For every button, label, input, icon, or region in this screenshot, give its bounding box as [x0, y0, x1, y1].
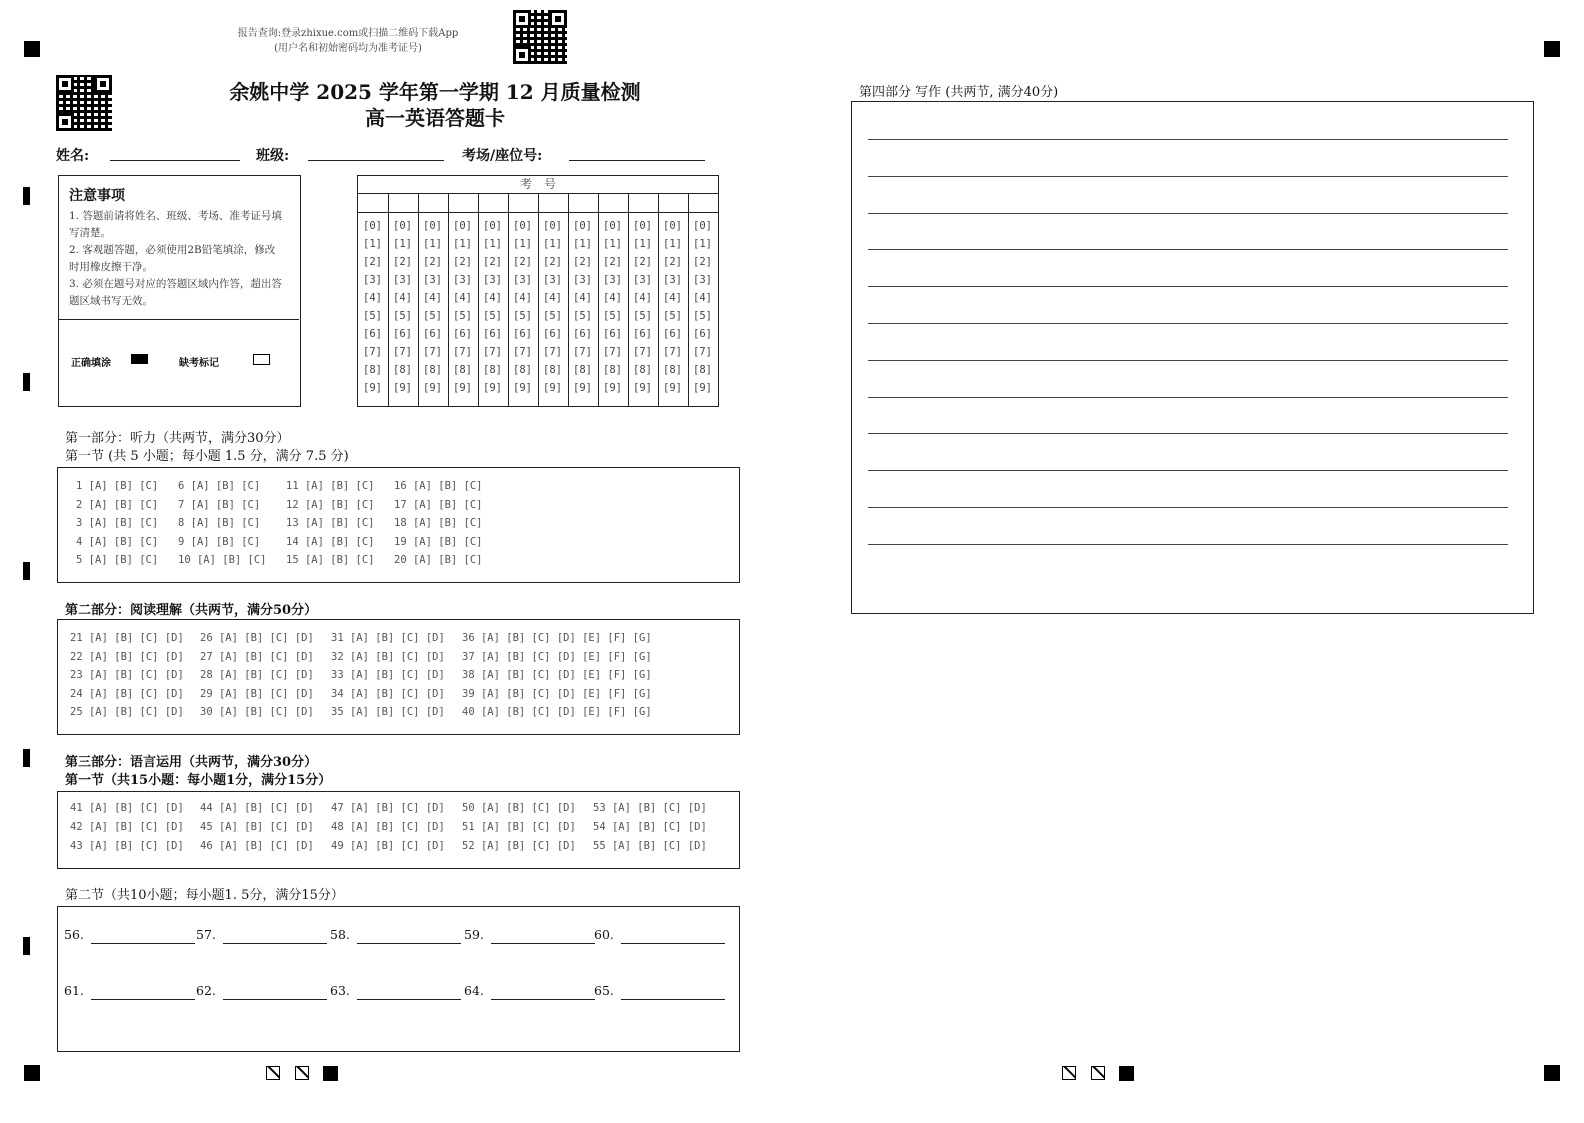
- question-options[interactable]: 5 [A] [B] [C]: [76, 554, 159, 566]
- page-subtitle: 高一英语答题卡: [365, 106, 505, 130]
- crossed-box-mark: [266, 1066, 280, 1080]
- exam-id-write-cell[interactable]: [508, 194, 538, 212]
- exam-id-bubble[interactable]: [4]: [663, 292, 682, 304]
- exam-id-bubble[interactable]: [8]: [363, 364, 382, 376]
- notice-item: 2. 客观题答题，必须使用2B铅笔填涂，修改时用橡皮擦干净。: [69, 244, 276, 273]
- blank-answer-line[interactable]: [621, 999, 725, 1000]
- exam-id-bubble[interactable]: [6]: [363, 328, 382, 340]
- question-options[interactable]: 55 [A] [B] [C] [D]: [593, 840, 707, 852]
- exam-id-bubble[interactable]: [0]: [663, 220, 682, 232]
- blank-answer-line[interactable]: [91, 943, 195, 944]
- exam-id-bubble[interactable]: [3]: [573, 274, 592, 286]
- part1-title: 第一部分：听力（共两节，满分30分）: [65, 431, 290, 446]
- timing-mark: [323, 1066, 338, 1081]
- exam-id-bubble[interactable]: [3]: [453, 274, 472, 286]
- question-options[interactable]: 34 [A] [B] [C] [D]: [331, 687, 445, 700]
- exam-id-bubble[interactable]: [1]: [603, 238, 622, 250]
- exam-id-bubble[interactable]: [8]: [633, 364, 652, 376]
- grid-divider: [538, 194, 539, 406]
- exam-id-write-cell[interactable]: [628, 194, 658, 212]
- question-options[interactable]: 28 [A] [B] [C] [D]: [200, 669, 314, 681]
- crossed-box-mark: [1091, 1066, 1105, 1080]
- crossed-box-mark: [295, 1066, 309, 1080]
- question-options[interactable]: 51 [A] [B] [C] [D]: [462, 821, 576, 833]
- exam-id-bubble[interactable]: [1]: [513, 238, 532, 250]
- exam-id-bubble[interactable]: [7]: [693, 346, 712, 358]
- writing-line[interactable]: [868, 176, 1508, 177]
- exam-id-bubble[interactable]: [1]: [633, 238, 652, 250]
- exam-id-bubble[interactable]: [6]: [513, 328, 532, 340]
- absent-mark-label: 缺考标记: [179, 358, 219, 369]
- exam-id-bubble[interactable]: [2]: [543, 256, 562, 268]
- exam-id-bubble[interactable]: [5]: [513, 310, 532, 322]
- exam-id-bubble[interactable]: [5]: [603, 310, 622, 322]
- question-options[interactable]: 21 [A] [B] [C] [D]: [70, 632, 184, 644]
- exam-id-bubble[interactable]: [6]: [603, 328, 622, 340]
- exam-id-grid: [357, 175, 719, 407]
- exam-id-bubble[interactable]: [0]: [423, 220, 442, 232]
- blank-number: 58.: [330, 927, 350, 942]
- exam-id-bubble[interactable]: [5]: [483, 310, 502, 322]
- exam-id-bubble[interactable]: [5]: [423, 310, 442, 322]
- writing-line[interactable]: [868, 507, 1508, 508]
- correct-fill-sample: [131, 354, 148, 364]
- exam-id-bubble[interactable]: [9]: [543, 382, 562, 394]
- question-options[interactable]: 12 [A] [B] [C]: [286, 498, 375, 511]
- exam-id-bubble[interactable]: [6]: [483, 328, 502, 340]
- writing-line[interactable]: [868, 470, 1508, 471]
- exam-id-bubble[interactable]: [8]: [513, 364, 532, 376]
- exam-id-bubble[interactable]: [1]: [453, 238, 472, 250]
- exam-id-bubble[interactable]: [9]: [423, 382, 442, 394]
- exam-id-bubble[interactable]: [9]: [663, 382, 682, 394]
- exam-id-bubble[interactable]: [0]: [693, 220, 712, 232]
- question-options[interactable]: 15 [A] [B] [C]: [286, 554, 375, 566]
- exam-id-bubble[interactable]: [4]: [693, 292, 712, 304]
- exam-id-bubble[interactable]: [9]: [513, 382, 532, 394]
- exam-id-bubble[interactable]: [9]: [573, 382, 592, 394]
- exam-id-bubble[interactable]: [7]: [543, 346, 562, 358]
- exam-id-write-cell[interactable]: [448, 194, 478, 212]
- question-options[interactable]: 17 [A] [B] [C]: [394, 498, 483, 511]
- grid-divider: [688, 194, 689, 406]
- exam-id-bubble[interactable]: [7]: [603, 346, 622, 358]
- question-options[interactable]: 8 [A] [B] [C]: [178, 517, 261, 529]
- exam-id-bubble[interactable]: [7]: [663, 346, 682, 358]
- exam-id-bubble[interactable]: [6]: [693, 328, 712, 340]
- question-options[interactable]: 16 [A] [B] [C]: [394, 480, 483, 492]
- timing-mark: [23, 562, 30, 580]
- blank-answer-line[interactable]: [491, 999, 595, 1000]
- question-options[interactable]: 11 [A] [B] [C]: [286, 480, 375, 492]
- exam-id-bubble[interactable]: [4]: [423, 292, 442, 304]
- exam-id-bubble[interactable]: [8]: [573, 364, 592, 376]
- exam-id-bubble[interactable]: [4]: [483, 292, 502, 304]
- writing-box[interactable]: [851, 101, 1534, 614]
- exam-id-bubble[interactable]: [7]: [513, 346, 532, 358]
- exam-id-bubble[interactable]: [5]: [663, 310, 682, 322]
- writing-line[interactable]: [868, 544, 1508, 545]
- blank-number: 60.: [594, 927, 614, 942]
- exam-id-write-cell[interactable]: [418, 194, 448, 212]
- seat-label: 考场/座位号:: [462, 148, 543, 164]
- exam-id-bubble[interactable]: [7]: [393, 346, 412, 358]
- page-title: 余姚中学 2025 学年第一学期 12 月质量检测: [229, 80, 641, 104]
- exam-id-bubble[interactable]: [0]: [393, 220, 412, 232]
- blank-answer-line[interactable]: [223, 943, 327, 944]
- question-options[interactable]: 2 [A] [B] [C]: [76, 498, 159, 511]
- exam-id-bubble[interactable]: [5]: [573, 310, 592, 322]
- exam-id-bubble[interactable]: [0]: [603, 220, 622, 232]
- question-options[interactable]: 50 [A] [B] [C] [D]: [462, 802, 576, 814]
- question-options[interactable]: 44 [A] [B] [C] [D]: [200, 802, 314, 814]
- exam-id-bubble[interactable]: [1]: [393, 238, 412, 250]
- question-options[interactable]: 9 [A] [B] [C]: [178, 535, 261, 548]
- exam-id-bubble[interactable]: [9]: [453, 382, 472, 394]
- exam-id-bubble[interactable]: [1]: [573, 238, 592, 250]
- part1-answer-box: [57, 467, 740, 583]
- question-options[interactable]: 18 [A] [B] [C]: [394, 517, 483, 529]
- part3-section2: 第二节（共10小题；每小题1. 5分，满分15分）: [65, 888, 344, 903]
- exam-id-bubble[interactable]: [2]: [363, 256, 382, 268]
- exam-id-bubble[interactable]: [3]: [633, 274, 652, 286]
- timing-mark: [23, 749, 30, 767]
- exam-id-bubble[interactable]: [9]: [363, 382, 382, 394]
- question-options[interactable]: 47 [A] [B] [C] [D]: [331, 802, 445, 814]
- question-options[interactable]: 25 [A] [B] [C] [D]: [70, 706, 184, 718]
- exam-id-bubble[interactable]: [5]: [693, 310, 712, 322]
- question-options[interactable]: 31 [A] [B] [C] [D]: [331, 632, 445, 644]
- notice-box: [58, 175, 301, 407]
- exam-id-bubble[interactable]: [6]: [633, 328, 652, 340]
- question-options[interactable]: 29 [A] [B] [C] [D]: [200, 687, 314, 700]
- timing-mark: [24, 41, 40, 57]
- exam-id-bubble[interactable]: [2]: [393, 256, 412, 268]
- exam-id-bubble[interactable]: [3]: [363, 274, 382, 286]
- name-field[interactable]: [110, 160, 240, 161]
- exam-id-bubble[interactable]: [7]: [453, 346, 472, 358]
- blank-answer-line[interactable]: [223, 999, 327, 1000]
- exam-id-bubble[interactable]: [8]: [663, 364, 682, 376]
- exam-id-bubble[interactable]: [5]: [543, 310, 562, 322]
- question-options[interactable]: 23 [A] [B] [C] [D]: [70, 669, 184, 681]
- question-options[interactable]: 24 [A] [B] [C] [D]: [70, 687, 184, 700]
- exam-id-bubble[interactable]: [3]: [663, 274, 682, 286]
- exam-id-bubble[interactable]: [8]: [453, 364, 472, 376]
- grid-divider: [478, 194, 479, 406]
- question-options[interactable]: 26 [A] [B] [C] [D]: [200, 632, 314, 644]
- exam-id-bubble[interactable]: [1]: [363, 238, 382, 250]
- exam-id-bubble[interactable]: [6]: [663, 328, 682, 340]
- question-options[interactable]: 27 [A] [B] [C] [D]: [200, 650, 314, 663]
- grid-divider: [568, 194, 569, 406]
- blank-number: 56.: [64, 927, 84, 942]
- part3-section1: 第一节（共15小题：每小题1分，满分15分）: [65, 773, 332, 788]
- exam-id-bubble[interactable]: [8]: [603, 364, 622, 376]
- exam-id-bubble[interactable]: [3]: [513, 274, 532, 286]
- exam-id-bubble[interactable]: [0]: [513, 220, 532, 232]
- exam-id-bubble[interactable]: [3]: [543, 274, 562, 286]
- question-options[interactable]: 41 [A] [B] [C] [D]: [70, 802, 184, 814]
- writing-line[interactable]: [868, 433, 1508, 434]
- part1-section: 第一节 (共 5 小题；每小题 1.5 分，满分 7.5 分): [65, 449, 349, 464]
- notice-item: 1. 答题前请将姓名、班级、考场、准考证号填写清楚。: [69, 210, 282, 239]
- timing-mark: [24, 1065, 40, 1081]
- exam-id-bubble[interactable]: [4]: [363, 292, 382, 304]
- grid-divider: [448, 194, 449, 406]
- timing-mark: [23, 187, 30, 205]
- question-options[interactable]: 53 [A] [B] [C] [D]: [593, 802, 707, 814]
- question-options[interactable]: 46 [A] [B] [C] [D]: [200, 840, 314, 852]
- question-options[interactable]: 30 [A] [B] [C] [D]: [200, 706, 314, 718]
- blank-answer-line[interactable]: [91, 999, 195, 1000]
- timing-mark: [23, 937, 30, 955]
- exam-id-bubble[interactable]: [0]: [633, 220, 652, 232]
- exam-id-bubble[interactable]: [0]: [573, 220, 592, 232]
- question-options[interactable]: 10 [A] [B] [C]: [178, 554, 267, 566]
- exam-id-bubble[interactable]: [7]: [423, 346, 442, 358]
- grid-divider: [388, 194, 389, 406]
- exam-id-bubble[interactable]: [8]: [483, 364, 502, 376]
- exam-id-bubble[interactable]: [4]: [633, 292, 652, 304]
- question-options[interactable]: 32 [A] [B] [C] [D]: [331, 650, 445, 663]
- grid-divider: [418, 194, 419, 406]
- notice-heading: 注意事项: [69, 188, 125, 204]
- blank-answer-line[interactable]: [491, 943, 595, 944]
- exam-id-bubble[interactable]: [2]: [513, 256, 532, 268]
- writing-line[interactable]: [868, 286, 1508, 287]
- timing-mark: [1544, 41, 1560, 57]
- exam-id-bubble[interactable]: [1]: [483, 238, 502, 250]
- exam-id-bubble[interactable]: [7]: [573, 346, 592, 358]
- exam-id-bubble[interactable]: [0]: [453, 220, 472, 232]
- exam-id-bubble[interactable]: [1]: [423, 238, 442, 250]
- exam-id-bubble[interactable]: [6]: [543, 328, 562, 340]
- exam-id-bubble[interactable]: [7]: [633, 346, 652, 358]
- exam-id-bubble[interactable]: [5]: [633, 310, 652, 322]
- question-options[interactable]: 13 [A] [B] [C]: [286, 517, 375, 529]
- question-options[interactable]: 45 [A] [B] [C] [D]: [200, 821, 314, 833]
- question-options[interactable]: 20 [A] [B] [C]: [394, 554, 483, 566]
- writing-line[interactable]: [868, 139, 1508, 140]
- exam-id-write-cell[interactable]: [358, 194, 388, 212]
- exam-id-bubble[interactable]: [4]: [513, 292, 532, 304]
- exam-id-bubble[interactable]: [3]: [693, 274, 712, 286]
- question-options[interactable]: 36 [A] [B] [C] [D] [E] [F] [G]: [462, 632, 652, 644]
- exam-id-write-cell[interactable]: [688, 194, 718, 212]
- exam-id-bubble[interactable]: [8]: [393, 364, 412, 376]
- question-options[interactable]: 48 [A] [B] [C] [D]: [331, 821, 445, 833]
- part3-answer-box: [57, 791, 740, 869]
- exam-id-bubble[interactable]: [5]: [393, 310, 412, 322]
- exam-id-bubble[interactable]: [6]: [453, 328, 472, 340]
- seat-field[interactable]: [569, 160, 705, 161]
- grid-divider: [658, 194, 659, 406]
- exam-id-bubble[interactable]: [9]: [693, 382, 712, 394]
- exam-id-bubble[interactable]: [0]: [483, 220, 502, 232]
- exam-id-bubble[interactable]: [5]: [453, 310, 472, 322]
- exam-id-bubble[interactable]: [8]: [423, 364, 442, 376]
- exam-id-bubble[interactable]: [9]: [633, 382, 652, 394]
- exam-id-bubble[interactable]: [8]: [543, 364, 562, 376]
- exam-id-bubble[interactable]: [2]: [633, 256, 652, 268]
- question-options[interactable]: 14 [A] [B] [C]: [286, 535, 375, 548]
- question-options[interactable]: 39 [A] [B] [C] [D] [E] [F] [G]: [462, 687, 652, 700]
- name-label: 姓名:: [56, 148, 90, 164]
- report-query-line1: 报告查询:登录zhixue.com或扫描二维码下载App: [237, 28, 459, 39]
- exam-id-bubble[interactable]: [0]: [543, 220, 562, 232]
- part2-answer-box: [57, 619, 740, 735]
- question-options[interactable]: 22 [A] [B] [C] [D]: [70, 650, 184, 663]
- question-options[interactable]: 19 [A] [B] [C]: [394, 535, 483, 548]
- blank-number: 62.: [196, 983, 216, 998]
- exam-id-bubble[interactable]: [4]: [393, 292, 412, 304]
- writing-line[interactable]: [868, 249, 1508, 250]
- blank-number: 61.: [64, 983, 84, 998]
- part3-blanks-box: [57, 906, 740, 1052]
- exam-id-header: 考 号: [358, 176, 718, 194]
- grid-divider: [598, 194, 599, 406]
- crossed-box-mark: [1062, 1066, 1076, 1080]
- timing-mark: [23, 373, 30, 391]
- exam-id-bubble[interactable]: [1]: [693, 238, 712, 250]
- question-options[interactable]: 33 [A] [B] [C] [D]: [331, 669, 445, 681]
- exam-id-bubble[interactable]: [1]: [663, 238, 682, 250]
- question-options[interactable]: 3 [A] [B] [C]: [76, 517, 159, 529]
- app-qr-code: [513, 10, 567, 64]
- correct-fill-label: 正确填涂: [71, 358, 111, 369]
- part3-title: 第三部分：语言运用（共两节，满分30分）: [65, 755, 318, 770]
- exam-id-bubble[interactable]: [2]: [663, 256, 682, 268]
- blank-number: 65.: [594, 983, 614, 998]
- grid-divider: [628, 194, 629, 406]
- writing-line[interactable]: [868, 360, 1508, 361]
- blank-number: 63.: [330, 983, 350, 998]
- exam-id-bubble[interactable]: [6]: [423, 328, 442, 340]
- question-options[interactable]: 6 [A] [B] [C]: [178, 480, 261, 492]
- part2-title: 第二部分：阅读理解（共两节，满分50分）: [65, 603, 318, 618]
- exam-id-bubble[interactable]: [4]: [573, 292, 592, 304]
- divider: [59, 319, 299, 320]
- class-field[interactable]: [308, 160, 444, 161]
- blank-number: 59.: [464, 927, 484, 942]
- exam-id-write-cell[interactable]: [658, 194, 688, 212]
- notice-item: 3. 必须在题号对应的答题区域内作答，超出答题区域书写无效。: [69, 278, 282, 307]
- exam-id-bubble[interactable]: [3]: [393, 274, 412, 286]
- exam-id-bubble[interactable]: [2]: [423, 256, 442, 268]
- writing-line[interactable]: [868, 323, 1508, 324]
- exam-id-write-cell[interactable]: [388, 194, 418, 212]
- exam-id-bubble[interactable]: [9]: [603, 382, 622, 394]
- absent-mark-box[interactable]: [253, 354, 270, 365]
- exam-id-write-cell[interactable]: [568, 194, 598, 212]
- question-options[interactable]: 40 [A] [B] [C] [D] [E] [F] [G]: [462, 706, 652, 718]
- exam-id-bubble[interactable]: [1]: [543, 238, 562, 250]
- exam-id-bubble[interactable]: [8]: [693, 364, 712, 376]
- exam-id-bubble[interactable]: [4]: [453, 292, 472, 304]
- question-options[interactable]: 37 [A] [B] [C] [D] [E] [F] [G]: [462, 650, 652, 663]
- exam-id-bubble[interactable]: [3]: [603, 274, 622, 286]
- exam-id-bubble[interactable]: [9]: [483, 382, 502, 394]
- writing-line[interactable]: [868, 397, 1508, 398]
- blank-number: 64.: [464, 983, 484, 998]
- blank-answer-line[interactable]: [357, 943, 461, 944]
- sheet-qr-code: [56, 75, 112, 131]
- question-options[interactable]: 35 [A] [B] [C] [D]: [331, 706, 445, 718]
- exam-id-write-cell[interactable]: [598, 194, 628, 212]
- part4-title: 第四部分 写作 (共两节, 满分40分): [859, 85, 1059, 100]
- question-options[interactable]: 1 [A] [B] [C]: [76, 480, 159, 492]
- exam-id-bubble[interactable]: [5]: [363, 310, 382, 322]
- question-options[interactable]: 52 [A] [B] [C] [D]: [462, 840, 576, 852]
- grid-divider: [508, 194, 509, 406]
- question-options[interactable]: 38 [A] [B] [C] [D] [E] [F] [G]: [462, 669, 652, 681]
- class-label: 班级:: [256, 148, 290, 164]
- exam-id-bubble[interactable]: [6]: [393, 328, 412, 340]
- exam-id-bubble[interactable]: [2]: [453, 256, 472, 268]
- exam-id-write-cell[interactable]: [478, 194, 508, 212]
- exam-id-write-cell[interactable]: [538, 194, 568, 212]
- writing-line[interactable]: [868, 213, 1508, 214]
- blank-number: 57.: [196, 927, 216, 942]
- question-options[interactable]: 4 [A] [B] [C]: [76, 535, 159, 548]
- exam-id-bubble[interactable]: [2]: [573, 256, 592, 268]
- blank-answer-line[interactable]: [621, 943, 725, 944]
- question-options[interactable]: 43 [A] [B] [C] [D]: [70, 840, 184, 852]
- exam-id-bubble[interactable]: [7]: [483, 346, 502, 358]
- exam-id-bubble[interactable]: [2]: [603, 256, 622, 268]
- timing-mark: [1544, 1065, 1560, 1081]
- exam-id-bubble[interactable]: [3]: [423, 274, 442, 286]
- report-query-line2: (用户名和初始密码均为准考证号): [274, 43, 422, 54]
- exam-id-bubble[interactable]: [2]: [693, 256, 712, 268]
- exam-id-bubble[interactable]: [9]: [393, 382, 412, 394]
- exam-id-bubble[interactable]: [4]: [543, 292, 562, 304]
- exam-id-bubble[interactable]: [7]: [363, 346, 382, 358]
- exam-id-bubble[interactable]: [0]: [363, 220, 382, 232]
- exam-id-bubble[interactable]: [3]: [483, 274, 502, 286]
- exam-id-bubble[interactable]: [4]: [603, 292, 622, 304]
- question-options[interactable]: 49 [A] [B] [C] [D]: [331, 840, 445, 852]
- exam-id-bubble[interactable]: [6]: [573, 328, 592, 340]
- exam-id-bubble[interactable]: [2]: [483, 256, 502, 268]
- question-options[interactable]: 54 [A] [B] [C] [D]: [593, 821, 707, 833]
- blank-answer-line[interactable]: [357, 999, 461, 1000]
- question-options[interactable]: 7 [A] [B] [C]: [178, 498, 261, 511]
- question-options[interactable]: 42 [A] [B] [C] [D]: [70, 821, 184, 833]
- timing-mark: [1119, 1066, 1134, 1081]
